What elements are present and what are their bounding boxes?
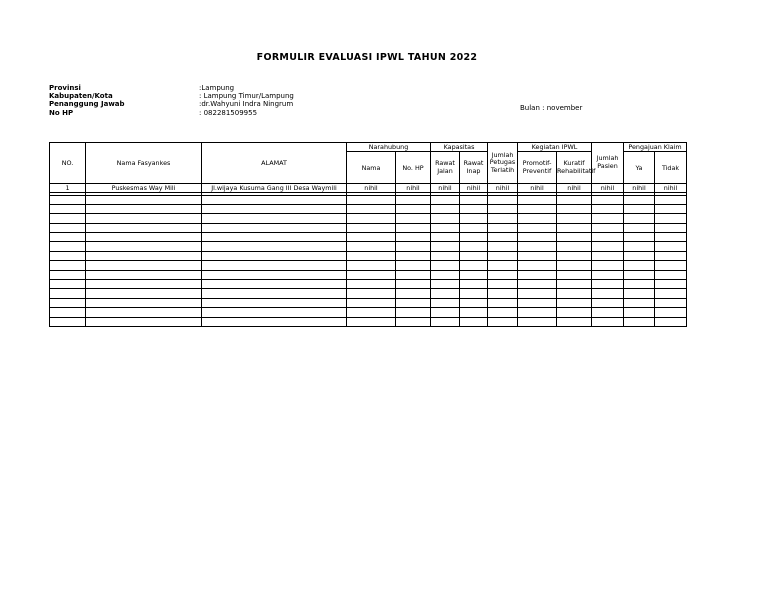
empty-cell	[557, 242, 592, 251]
empty-cell	[488, 223, 518, 232]
empty-cell	[488, 204, 518, 213]
empty-cell	[592, 280, 624, 289]
empty-cell	[86, 317, 202, 326]
empty-cell	[518, 261, 557, 270]
empty-cell	[396, 261, 431, 270]
empty-cell	[655, 317, 687, 326]
empty-cell	[50, 251, 86, 260]
empty-cell	[202, 289, 347, 298]
empty-cell	[624, 251, 655, 260]
empty-cell	[50, 298, 86, 307]
empty-cell	[202, 242, 347, 251]
empty-cell	[624, 298, 655, 307]
empty-cell	[347, 214, 396, 223]
empty-cell	[655, 233, 687, 242]
table-row-empty	[50, 270, 687, 279]
empty-cell	[431, 233, 460, 242]
empty-cell	[460, 298, 488, 307]
empty-cell	[460, 261, 488, 270]
empty-cell	[86, 233, 202, 242]
empty-cell	[50, 308, 86, 317]
empty-cell	[431, 270, 460, 279]
header-rawat-inap: Rawat Inap	[460, 152, 488, 184]
cell-jumlah-petugas: nihil	[488, 184, 518, 193]
info-row-penanggung-jawab	[49, 100, 399, 108]
header-kegiatan-ipwl: Kegiatan IPWL	[518, 143, 592, 152]
empty-cell	[50, 289, 86, 298]
info-value: :dr.Wahyuni Indra Ningrum	[199, 100, 294, 109]
empty-cell	[624, 223, 655, 232]
empty-cell	[655, 261, 687, 270]
empty-cell	[396, 214, 431, 223]
empty-cell	[202, 251, 347, 260]
empty-cell	[488, 195, 518, 204]
empty-cell	[488, 289, 518, 298]
empty-cell	[431, 308, 460, 317]
header-nara-hp: No. HP	[396, 152, 431, 184]
empty-cell	[624, 204, 655, 213]
empty-cell	[518, 298, 557, 307]
empty-cell	[557, 233, 592, 242]
empty-cell	[488, 270, 518, 279]
empty-cell	[396, 251, 431, 260]
empty-cell	[624, 289, 655, 298]
empty-cell	[592, 308, 624, 317]
info-label: Kabupaten/Kota	[49, 92, 113, 101]
empty-cell	[557, 195, 592, 204]
cell-rawat-jalan: nihil	[431, 184, 460, 193]
empty-cell	[655, 204, 687, 213]
empty-cell	[518, 214, 557, 223]
empty-cell	[460, 204, 488, 213]
evaluation-table	[49, 142, 687, 327]
info-row-kabupaten	[49, 92, 399, 100]
empty-cell	[557, 204, 592, 213]
empty-cell	[592, 289, 624, 298]
table-row-empty	[50, 223, 687, 232]
empty-cell	[431, 204, 460, 213]
empty-cell	[347, 223, 396, 232]
empty-cell	[431, 261, 460, 270]
table-row-empty	[50, 204, 687, 213]
empty-cell	[624, 280, 655, 289]
empty-cell	[50, 195, 86, 204]
header-rawat-jalan: Rawat Jalan	[431, 152, 460, 184]
empty-cell	[396, 308, 431, 317]
cell-promotif: nihil	[518, 184, 557, 193]
empty-cell	[592, 214, 624, 223]
bulan-label: Bulan : november	[520, 104, 583, 112]
empty-cell	[202, 280, 347, 289]
empty-cell	[518, 317, 557, 326]
empty-cell	[557, 317, 592, 326]
table-row-empty	[50, 317, 687, 326]
empty-cell	[396, 195, 431, 204]
cell-rawat-inap: nihil	[460, 184, 488, 193]
empty-cell	[50, 223, 86, 232]
empty-cell	[460, 214, 488, 223]
empty-cell	[592, 251, 624, 260]
empty-cell	[488, 242, 518, 251]
table-row-empty	[50, 233, 687, 242]
info-label: Penanggung Jawab	[49, 100, 125, 109]
empty-cell	[431, 195, 460, 204]
empty-cell	[518, 204, 557, 213]
info-value: : Lampung Timur/Lampung	[199, 92, 294, 101]
table-row-empty	[50, 280, 687, 289]
empty-cell	[557, 270, 592, 279]
empty-cell	[557, 214, 592, 223]
empty-cell	[655, 298, 687, 307]
header-nama-fasyankes: Nama Fasyankes	[86, 143, 202, 184]
empty-cell	[488, 251, 518, 260]
empty-cell	[86, 251, 202, 260]
empty-cell	[50, 280, 86, 289]
info-row-no-hp	[49, 109, 399, 117]
empty-cell	[202, 233, 347, 242]
empty-cell	[50, 242, 86, 251]
empty-cell	[518, 233, 557, 242]
empty-cell	[624, 317, 655, 326]
empty-cell	[655, 251, 687, 260]
empty-cell	[396, 317, 431, 326]
empty-cell	[431, 280, 460, 289]
empty-cell	[624, 261, 655, 270]
empty-cell	[557, 261, 592, 270]
empty-cell	[86, 280, 202, 289]
empty-cell	[202, 223, 347, 232]
empty-cell	[202, 298, 347, 307]
empty-cell	[624, 242, 655, 251]
cell-kuratif: nihil	[557, 184, 592, 193]
header-tidak: Tidak	[655, 152, 687, 184]
empty-cell	[396, 204, 431, 213]
empty-cell	[488, 317, 518, 326]
empty-cell	[86, 242, 202, 251]
empty-cell	[86, 289, 202, 298]
header-kuratif-rehabilitatif: Kuratif Rehabilitatif	[557, 152, 592, 184]
table-row-empty	[50, 195, 687, 204]
empty-cell	[557, 308, 592, 317]
empty-cell	[488, 280, 518, 289]
cell-nara-nama: nihil	[347, 184, 396, 193]
table-row-empty	[50, 214, 687, 223]
empty-cell	[592, 223, 624, 232]
empty-cell	[431, 251, 460, 260]
empty-cell	[460, 233, 488, 242]
empty-cell	[557, 251, 592, 260]
empty-cell	[202, 261, 347, 270]
empty-cell	[347, 251, 396, 260]
empty-cell	[347, 289, 396, 298]
empty-cell	[396, 233, 431, 242]
empty-cell	[655, 242, 687, 251]
empty-cell	[557, 280, 592, 289]
empty-cell	[396, 280, 431, 289]
empty-cell	[592, 270, 624, 279]
empty-cell	[592, 298, 624, 307]
empty-cell	[488, 233, 518, 242]
empty-cell	[655, 223, 687, 232]
empty-cell	[50, 261, 86, 270]
table-row-empty	[50, 251, 687, 260]
empty-cell	[431, 317, 460, 326]
header-promotif-preventif: Promotif-Preventif	[518, 152, 557, 184]
empty-cell	[86, 204, 202, 213]
empty-cell	[202, 204, 347, 213]
empty-cell	[347, 261, 396, 270]
info-label: No HP	[49, 108, 74, 117]
empty-cell	[460, 195, 488, 204]
empty-cell	[50, 214, 86, 223]
empty-cell	[655, 280, 687, 289]
info-value: : 082281509955	[199, 108, 258, 117]
empty-cell	[347, 317, 396, 326]
table-row-empty	[50, 298, 687, 307]
empty-cell	[86, 308, 202, 317]
empty-cell	[460, 270, 488, 279]
empty-cell	[86, 298, 202, 307]
table-row-empty	[50, 242, 687, 251]
cell-alamat: Jl.wijaya Kusuma Gang III Desa Waymili	[202, 184, 347, 193]
empty-cell	[460, 280, 488, 289]
empty-cell	[460, 289, 488, 298]
form-info-block	[49, 84, 399, 117]
info-row-provinsi	[49, 84, 399, 92]
empty-cell	[347, 270, 396, 279]
header-jumlah-petugas: Jumlah Petugas Terlatih	[488, 143, 518, 184]
empty-cell	[557, 298, 592, 307]
cell-no: 1	[50, 184, 86, 193]
table-row-empty	[50, 289, 687, 298]
empty-cell	[396, 242, 431, 251]
empty-cell	[518, 280, 557, 289]
empty-cell	[431, 298, 460, 307]
table-row-empty	[50, 261, 687, 270]
empty-cell	[518, 195, 557, 204]
empty-cell	[431, 289, 460, 298]
empty-cell	[518, 289, 557, 298]
table-row-empty	[50, 308, 687, 317]
empty-cell	[460, 223, 488, 232]
empty-cell	[624, 270, 655, 279]
header-alamat: ALAMAT	[202, 143, 347, 184]
header-kapasitas: Kapasitas	[431, 143, 488, 152]
empty-cell	[50, 204, 86, 213]
cell-nara-hp: nihil	[396, 184, 431, 193]
empty-cell	[460, 251, 488, 260]
empty-cell	[202, 214, 347, 223]
empty-cell	[202, 270, 347, 279]
empty-cell	[488, 308, 518, 317]
empty-cell	[655, 308, 687, 317]
empty-cell	[202, 317, 347, 326]
empty-cell	[347, 204, 396, 213]
table-row	[50, 184, 687, 193]
empty-cell	[624, 233, 655, 242]
empty-cell	[396, 289, 431, 298]
empty-cell	[488, 261, 518, 270]
empty-cell	[431, 214, 460, 223]
empty-cell	[460, 242, 488, 251]
empty-cell	[624, 214, 655, 223]
empty-cell	[655, 289, 687, 298]
empty-cell	[396, 298, 431, 307]
empty-cell	[592, 317, 624, 326]
form-title: FORMULIR EVALUASI IPWL TAHUN 2022	[256, 52, 478, 63]
empty-cell	[518, 270, 557, 279]
header-no: NO.	[50, 143, 86, 184]
empty-cell	[202, 308, 347, 317]
empty-cell	[460, 308, 488, 317]
empty-cell	[655, 214, 687, 223]
empty-cell	[592, 195, 624, 204]
empty-cell	[624, 308, 655, 317]
info-label: Provinsi	[49, 84, 81, 92]
cell-nama-fasyankes: Puskesmas Way Mili	[86, 184, 202, 193]
empty-cell	[488, 298, 518, 307]
empty-cell	[460, 317, 488, 326]
empty-cell	[431, 242, 460, 251]
empty-cell	[347, 233, 396, 242]
empty-cell	[655, 270, 687, 279]
empty-cell	[347, 298, 396, 307]
empty-cell	[655, 195, 687, 204]
empty-cell	[86, 261, 202, 270]
empty-cell	[592, 233, 624, 242]
empty-cell	[592, 242, 624, 251]
cell-ya: nihil	[624, 184, 655, 193]
empty-cell	[396, 270, 431, 279]
empty-cell	[557, 223, 592, 232]
empty-cell	[518, 251, 557, 260]
empty-cell	[396, 223, 431, 232]
empty-cell	[518, 242, 557, 251]
empty-cell	[347, 308, 396, 317]
header-nara-nama: Nama	[347, 152, 396, 184]
empty-cell	[518, 223, 557, 232]
empty-cell	[518, 308, 557, 317]
empty-cell	[86, 270, 202, 279]
empty-cell	[431, 223, 460, 232]
empty-cell	[624, 195, 655, 204]
empty-cell	[347, 242, 396, 251]
empty-cell	[557, 289, 592, 298]
empty-cell	[488, 214, 518, 223]
info-value: :Lampung	[199, 84, 235, 92]
empty-cell	[86, 214, 202, 223]
cell-tidak: nihil	[655, 184, 687, 193]
empty-cell	[86, 223, 202, 232]
cell-jumlah-pasien: nihil	[592, 184, 624, 193]
header-jumlah-pasien: Jumlah Pasien	[592, 143, 624, 184]
empty-cell	[592, 261, 624, 270]
header-pengajuan-klaim: Pengajuan Klaim	[624, 143, 687, 152]
empty-cell	[50, 317, 86, 326]
empty-cell	[86, 195, 202, 204]
empty-cell	[347, 195, 396, 204]
empty-cell	[50, 270, 86, 279]
header-ya: Ya	[624, 152, 655, 184]
empty-cell	[592, 204, 624, 213]
header-narahubung: Narahubung	[347, 143, 431, 152]
empty-cell	[347, 280, 396, 289]
empty-cell	[202, 195, 347, 204]
empty-cell	[50, 233, 86, 242]
